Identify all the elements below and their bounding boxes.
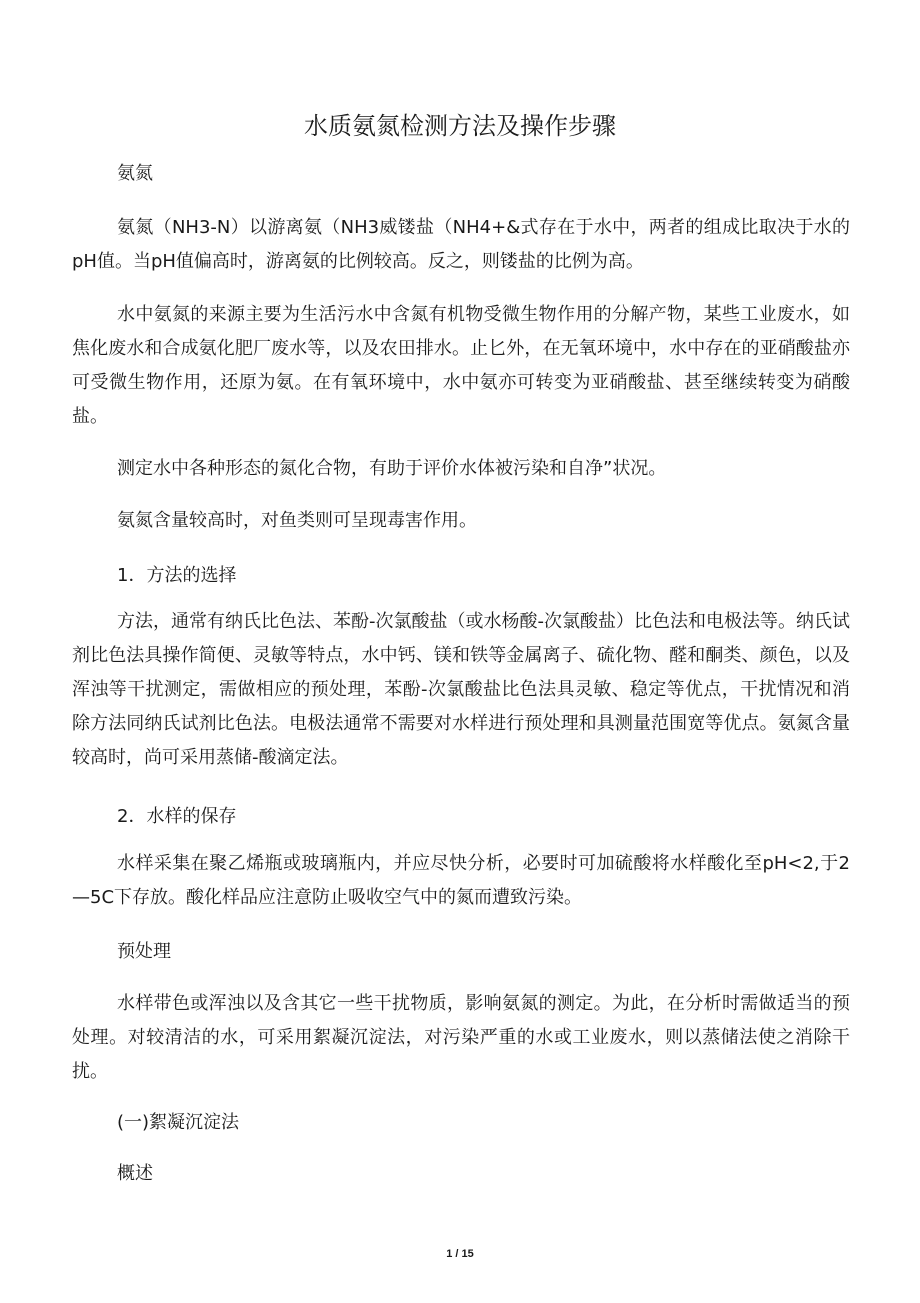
- paragraph-ammonia-definition: 氨氮（NH3-N）以游离氨（NH3威镂盐（NH4+&式存在于水中，两者的组成比取决于水的pH值。当pH值偏高时，游离氨的比例较高。反之，则镂盐的比例为高。: [72, 217, 850, 272]
- section-heading-pretreatment: 预处理: [117, 941, 171, 962]
- section-heading-flocculation: (一)絮凝沉淀法: [117, 1112, 240, 1133]
- section-heading-method-selection: 1．方法的选择: [117, 565, 237, 586]
- paragraph-pretreatment: 水样带色或浑浊以及含其它一些干扰物质，影响氨氮的测定。为此，在分析时需做适当的预处理。对较清洁的水，可采用絮凝沉淀法，对污染严重的水或工业废水，则以蒸储法使之消除干扰。: [72, 993, 850, 1082]
- page-indicator: 1 / 15: [446, 1248, 474, 1260]
- paragraph-toxicity: 氨氮含量较高时，对鱼类则可呈现毒害作用。: [117, 510, 477, 531]
- paragraph-nitrogen-forms: 测定水中各种形态的氮化合物，有助于评价水体被污染和自净”状况。: [117, 458, 667, 479]
- section-heading-sample-storage: 2．水样的保存: [117, 806, 237, 827]
- paragraph-sample-storage: 水样采集在聚乙烯瓶或玻璃瓶内，并应尽快分析，必要时可加硫酸将水样酸化至pH<2,于2—5C下存放。酸化样品应注意防止吸收空气中的氮而遭致污染。: [72, 853, 850, 908]
- paragraph-ammonia-heading: 氨氮: [117, 163, 153, 184]
- document-title: 水质氨氮检测方法及操作步骤: [304, 112, 616, 140]
- section-heading-overview: 概述: [117, 1163, 153, 1184]
- paragraph-ammonia-sources: 水中氨氮的来源主要为生活污水中含氮有机物受微生物作用的分解产物，某些工业废水，如焦化废水和合成氨化肥厂废水等，以及农田排水。止匕外，在无氧环境中，水中存在的亚硝酸盐亦可受微生物作用，还原为氨。在有氧环境中，水中氨亦可转变为亚硝酸盐、甚至继续转变为硝酸盐。: [72, 304, 850, 427]
- paragraph-methods: 方法，通常有纳氏比色法、苯酚-次氯酸盐（或水杨酸-次氯酸盐）比色法和电极法等。纳氏试剂比色法具操作简便、灵敏等特点，水中钙、镁和铁等金属离子、硫化物、醛和酮类、颜色，以及浑浊等干扰测定，需做相应的预处理，苯酚-次氯酸盐比色法具灵敏、稳定等优点，干扰情况和消除方法同纳氏试剂比色法。电极法通常不需要对水样进行预处理和具测量范围宽等优点。氨氮含量较高时，尚可采用蒸储-酸滴定法。: [72, 611, 850, 768]
